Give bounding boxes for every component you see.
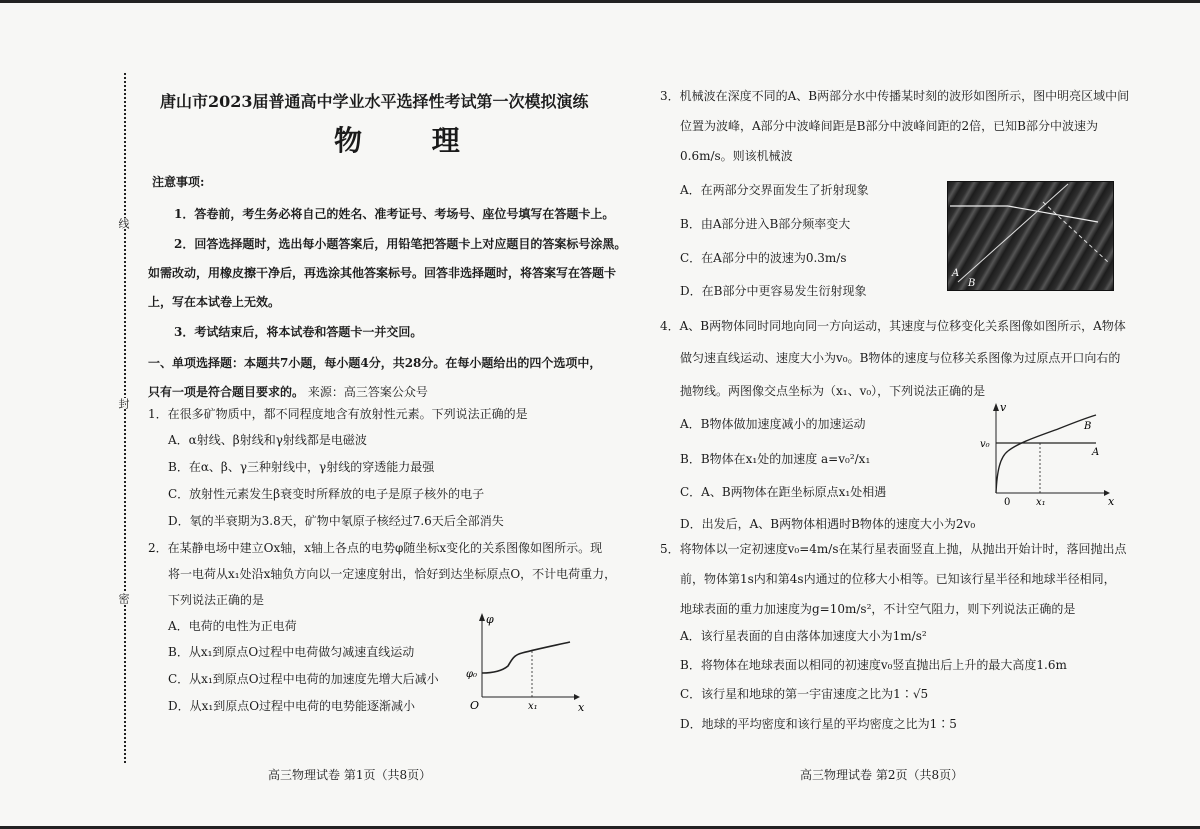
q3-stem-line: 3．机械波在深度不同的A、B两部分水中传播某时刻的波形如图所示，图中明亮区域中间: [660, 89, 1130, 103]
q4-stem-line: 4．A、B两物体同时同地向同一方向运动，其速度与位移变化关系图像如图所示，A物体: [660, 319, 1126, 333]
q4-origin-label: 0: [1004, 497, 1011, 508]
q5-stem-line: 前，物体第1s内和第4s内通过的位移大小相等。已知该行星半径和地球半径相同，: [680, 572, 1116, 586]
page-footer-left: 高三物理试卷 第1页（共8页）: [268, 768, 432, 782]
q1-option-d: D．氡的半衰期为3.8天，矿物中氡原子核经过7.6天后全部消失: [168, 514, 504, 528]
q2-phi-curve: [482, 642, 570, 673]
q1-option-a: A．α射线、β射线和γ射线都是电磁波: [168, 433, 367, 447]
q4-option-a: A．B物体做加速度减小的加速运动: [680, 417, 866, 431]
q4-x1-label: x₁: [1036, 497, 1046, 508]
q4-option-d: D．出发后，A、B两物体相遇时B物体的速度大小为2v₀: [680, 517, 976, 531]
q3-wave-photo: [947, 181, 1114, 291]
q2-option-a: A．电荷的电性为正电荷: [168, 619, 297, 633]
q2-phi0-label: φ₀: [466, 669, 478, 680]
q2-x-arrow: [574, 694, 580, 700]
q2-origin-label: O: [470, 699, 480, 712]
q2-x1-label: x₁: [528, 701, 538, 712]
q3-stem-line: 位置为波峰，A部分中波峰间距是B部分中波峰间距的2倍，已知B部分中波速为: [680, 119, 1098, 133]
notice-item: 2．回答选择题时，选出每小题答案后，用铅笔把答题卡上对应题目的答案标号涂黑。: [174, 237, 627, 251]
q5-option-d: D．地球的平均密度和该行星的平均密度之比为1∶5: [680, 717, 957, 731]
q4-stem-line: 做匀速直线运动、速度大小为v₀。B物体的速度与位移关系图像为过原点开口向右的: [680, 351, 1121, 365]
q3-option-c: C．在A部分中的波速为0.3m/s: [680, 251, 847, 265]
q5-stem-line: 地球表面的重力加速度为g=10m/s²，不计空气阻力，则下列说法正确的是: [680, 602, 1076, 616]
q4-option-b: B．B物体在x₁处的加速度 a=v₀²/x₁: [680, 452, 871, 466]
q2-stem-line: 将一电荷从x₁处沿x轴负方向以一定速度射出，恰好到达坐标原点O，不计电荷重力，: [168, 567, 617, 581]
q2-option-b: B．从x₁到原点O过程中电荷做匀减速直线运动: [168, 645, 415, 659]
q5-option-b: B．将物体在地球表面以相同的初速度v₀竖直抛出后上升的最大高度1.6m: [680, 658, 1067, 672]
q3-option-b: B．由A部分进入B部分频率变大: [680, 217, 851, 231]
q3-boundary-line: [958, 184, 1068, 282]
q3-option-d: D．在B部分中更容易发生衍射现象: [680, 284, 867, 298]
q4-velocity-graph: [978, 401, 1118, 511]
binding-label-seal: 封: [117, 398, 130, 409]
q1-option-c: C．放射性元素发生β衰变时所释放的电子是原子核外的电子: [168, 487, 485, 501]
q4-curve-b-label: B: [1084, 421, 1092, 432]
notice-item: 1．答卷前，考生务必将自己的姓名、准考证号、考场号、座位号填写在答题卡上。: [174, 207, 615, 221]
section-heading-requirement: 只有一项是符合题目要求的。: [148, 385, 305, 399]
q5-stem-line: 5．将物体以一定初速度v₀=4m/s在某行星表面竖直上抛，从抛出开始计时，落回抛出点: [660, 542, 1127, 556]
q2-option-d: D．从x₁到原点O过程中电荷的电势能逐渐减小: [168, 699, 416, 713]
q2-x-label: x: [578, 701, 585, 713]
q4-v0-label: v₀: [980, 439, 990, 450]
page-footer-right: 高三物理试卷 第2页（共8页）: [800, 768, 964, 782]
q2-y-label: φ: [486, 613, 494, 626]
notice-item: 3．考试结束后，将本试卷和答题卡一并交回。: [174, 325, 423, 339]
q3-label-a: A: [952, 268, 960, 279]
q4-curve-b: [996, 415, 1096, 493]
binding-label-secret: 密: [117, 593, 130, 604]
section-source: 来源：高三答案公众号: [307, 385, 428, 399]
q3-stem-line: 0.6m/s。则该机械波: [680, 149, 793, 163]
section-heading: 一、单项选择题：本题共7小题，每小题4分，共28分。在每小题给出的四个选项中，: [148, 356, 602, 370]
q4-option-c: C．A、B两物体在距坐标原点x₁处相遇: [680, 485, 887, 499]
q3-label-b: B: [968, 278, 976, 289]
q4-line-a-label: A: [1092, 447, 1100, 458]
notice-item: 上，写在本试卷上无效。: [148, 295, 281, 309]
q4-x-label: x: [1108, 495, 1115, 508]
q4-stem-line: 抛物线。两图像交点坐标为（x₁、v₀），下列说法正确的是: [680, 384, 986, 398]
q3-wave-overlay: [948, 182, 1113, 290]
q2-y-arrow: [479, 613, 485, 621]
q4-y-label: v: [1000, 401, 1007, 414]
q2-potential-graph: [462, 609, 586, 713]
q2-stem-line: 2．在某静电场中建立Ox轴，x轴上各点的电势φ随坐标x变化的关系图像如图所示。现: [148, 541, 603, 555]
q2-stem-line: 下列说法正确的是: [168, 593, 265, 607]
q2-option-c: C．从x₁到原点O过程中电荷的加速度先增大后减小: [168, 672, 439, 686]
binding-label-line: 线: [117, 218, 130, 229]
q5-option-c: C．该行星和地球的第一宇宙速度之比为1∶√5: [680, 687, 929, 701]
notice-item: 如需改动，用橡皮擦干净后，再选涂其他答案标号。回答非选择题时，将答案写在答题卡: [148, 266, 617, 280]
q3-option-a: A．在两部分交界面发生了折射现象: [680, 183, 869, 197]
exam-title: 唐山市2023届普通高中学业水平选择性考试第一次模拟演练: [160, 92, 589, 111]
q5-option-a: A．该行星表面的自由落体加速度大小为1m/s²: [680, 629, 927, 643]
q1-option-b: B．在α、β、γ三种射线中，γ射线的穿透能力最强: [168, 460, 435, 474]
q4-y-arrow: [993, 403, 999, 411]
q3-normal-line: [1043, 202, 1108, 262]
notice-heading: 注意事项:: [152, 175, 205, 189]
q3-refracted-ray: [1008, 206, 1098, 222]
section-heading-line2: [148, 385, 428, 399]
subject-title: 物 理: [334, 124, 490, 157]
binding-dotted-line: [124, 73, 126, 763]
q1-stem: 1．在很多矿物质中，都不同程度地含有放射性元素。下列说法正确的是: [148, 407, 528, 421]
